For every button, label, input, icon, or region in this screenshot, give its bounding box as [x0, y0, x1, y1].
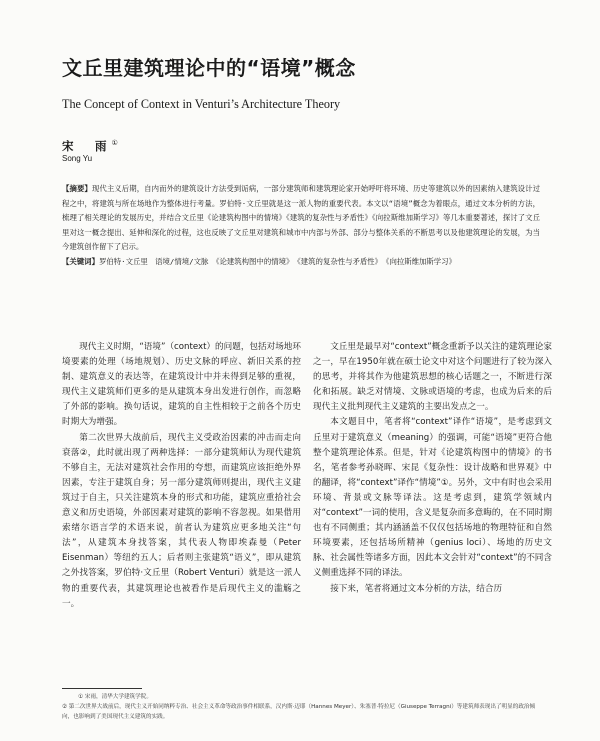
footnote: ① 宋雨，清华大学建筑学院。: [78, 694, 152, 700]
footnotes: [62, 692, 540, 722]
body-paragraph: 本文题目中，笔者将“context”译作“语境”，是考虑到文丘里对于建筑意义（meaning）的强调，可能“语境”更符合他整个建筑理论体系。但是，针对《论建筑构图中的情境》的书名，笔者参考孙晓晖、宋昆《复杂性：设计战略和世界观》中的翻译，将“context”译作“情境”①。另外，文中有时也会采用环境、背景或文脉等译法。这是考虑到，建筑学领域内对“context”一词的使用，含义是复杂而多意晦的，在不同时期也有不同侧重；其内涵涵盖不仅仅包括场地的物理特征和自然环境要素，还包括场所精神（genius loci）、场地的历史文脉、社会属性等诸多方面，因此本文会针对“context”的不同含义侧重选择不同的译法。: [313, 417, 552, 579]
abstract-label: 【摘要】: [62, 184, 92, 193]
author-name: 宋 雨: [62, 139, 112, 153]
author-footnote-marker: ①: [111, 139, 118, 148]
author-name-cn: [62, 138, 118, 154]
abstract-text: 现代主义后期，自内而外的建筑设计方法受到诟病，一部分建筑师和建筑理论家开始呼吁将环境、历史等建筑以外的因素纳入建筑设计过程之中，将建筑与所在场地作为整体进行考量。罗伯特·文丘里就是这一派人物的重要代表。本文以“语境”概念为着眼点，通过文本分析的方法，梳理了相关理论的发展历史，并结合文丘里《论建筑构图中的情境》《建筑的复杂性与矛盾性》《向拉斯维加斯学习》等几本重要著述，探讨了文丘里对这一概念提出、延伸和深化的过程，这也反映了文丘里对建筑和城市中内部与外部、部分与整体关系的不断思考以及他建筑理论的发展，为当今建筑创作留下了启示。: [62, 184, 540, 252]
body-paragraph: 文丘里是最早对“context”概念重新予以关注的建筑理论家之一，早在1950年就在硕士论文中对这个问题进行了较为深入的思考，并将其作为他建筑思想的核心话题之一，不断进行深化和拓展。缺乏对情境、文脉或语境的考虑，也成为后来的后现代主义批判现代主义建筑的主要出发点之一。: [313, 342, 552, 413]
body-paragraph: 现代主义时期，“语境”（context）的问题，包括对场地环境要素的处理（场地规划）、历史文脉的呼应、新旧关系的控制、建筑意义的表达等，在建筑设计中并未得到足够的重视，现代主义建筑师们更多的是从建筑本身出发进行创作，而忽略了外部的影响。换句话说，建筑的自主性相较于之前各个历史时期大为增强。: [62, 342, 301, 428]
footnote: ② 第二次世界大战前后，现代主义开始同纳粹专治、社会主义革命等政治事件相联系，汉内斯·迈耶（Hannes Meyer）、朱塞普·特拉尼（Giuseppe Terragni）等建筑师表现出了明显的政治倾向，也影响到了美国现代主义建筑的实践。: [62, 704, 536, 720]
abstract-block: [62, 182, 540, 270]
paper-title-en: The Concept of Context in Venturi’s Architecture Theory: [62, 97, 341, 111]
body-column-left: [62, 340, 301, 612]
author-name-en: Song Yu: [62, 154, 93, 163]
body-paragraph: 第二次世界大战前后，现代主义受政治因素的冲击而走向衰落②，此时就出现了两种选择：一部分建筑师认为现代建筑不够自主，无法对建筑社会作用的夸想，而建筑应该拒绝外界因素，专注于建筑自身；另一部分建筑师则提出，现代主义建筑过于自主，只关注建筑本身的形式和功能，建筑应重拾社会意义和历史语境，外部因素对建筑的影响不容忽视。如果借用索绪尔语言学的术语来说，前者认为建筑应更多地关注“句法”，从建筑本身找答案，其代表人物即埃森曼（Peter Eisenman）等纽约五人；后者则主张建筑“语义”，即从建筑之外找答案，罗伯特·文丘里（Robert Venturi）就是这一派人物的重要代表，其建筑理论也被看作是后现代主义的滥觞之一。: [62, 432, 301, 609]
keywords-label: 【关键词】: [62, 256, 99, 266]
body-paragraph: 接下来，笔者将通过文本分析的方法，结合历: [330, 583, 503, 594]
footnote-divider: [62, 688, 142, 689]
keywords-text: 罗伯特·文丘里 语境/情境/文脉 《论建筑构图中的情境》 《建筑的复杂性与矛盾性》 《向拉斯维加斯学习》: [98, 256, 456, 266]
paper-title-cn: 文丘里建筑理论中的“语境”概念: [62, 56, 356, 80]
keywords-paragraph: [62, 255, 540, 270]
abstract-paragraph: [62, 182, 540, 255]
body-column-right: [313, 340, 552, 597]
